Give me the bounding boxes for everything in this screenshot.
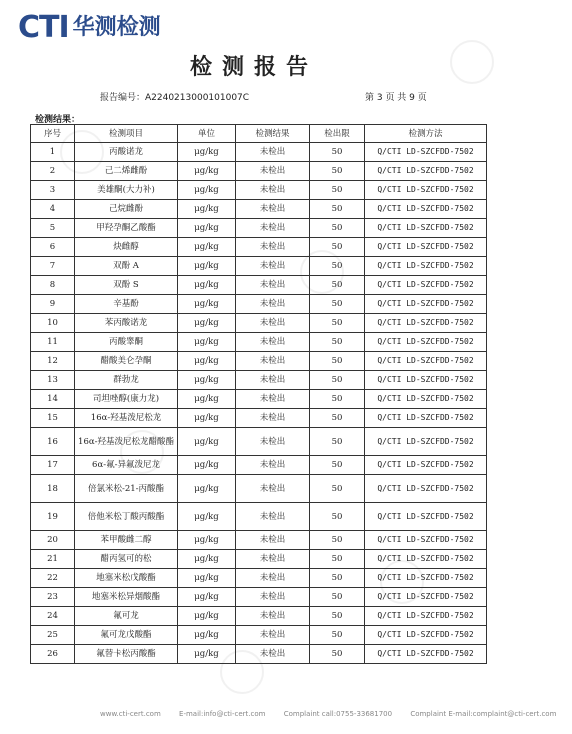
cell-limit: 50	[310, 352, 365, 371]
cell-number: 11	[31, 333, 75, 352]
cell-method: Q/CTI LD-SZCFDD-7502	[365, 238, 487, 257]
page-title: 检测报告	[189, 54, 318, 80]
cell-number: 9	[31, 295, 75, 314]
cell-result: 未检出	[236, 181, 310, 200]
cell-limit: 50	[310, 390, 365, 409]
table-row	[31, 200, 487, 219]
table-row	[31, 181, 487, 200]
cell-item: 苯丙酸诺龙	[75, 314, 178, 333]
cell-item: 辛基酚	[75, 295, 178, 314]
cell-number: 3	[31, 181, 75, 200]
cell-method: Q/CTI LD-SZCFDD-7502	[365, 626, 487, 645]
table-row	[31, 295, 487, 314]
cell-method: Q/CTI LD-SZCFDD-7502	[365, 257, 487, 276]
cell-result: 未检出	[236, 352, 310, 371]
table-row	[31, 475, 487, 503]
cell-method: Q/CTI LD-SZCFDD-7502	[365, 390, 487, 409]
cell-method: Q/CTI LD-SZCFDD-7502	[365, 352, 487, 371]
cell-result: 未检出	[236, 200, 310, 219]
cell-limit: 50	[310, 550, 365, 569]
table-row	[31, 409, 487, 428]
cell-limit: 50	[310, 143, 365, 162]
cell-unit: μg/kg	[178, 456, 236, 475]
logo-mark: CTI	[18, 10, 69, 45]
cell-limit: 50	[310, 475, 365, 503]
table-row	[31, 550, 487, 569]
cell-unit: μg/kg	[178, 626, 236, 645]
cell-method: Q/CTI LD-SZCFDD-7502	[365, 569, 487, 588]
cell-item: 氟可龙	[75, 607, 178, 626]
cell-method: Q/CTI LD-SZCFDD-7502	[365, 503, 487, 531]
cell-method: Q/CTI LD-SZCFDD-7502	[365, 295, 487, 314]
table-row	[31, 390, 487, 409]
cell-result: 未检出	[236, 550, 310, 569]
cell-number: 26	[31, 645, 75, 664]
cell-limit: 50	[310, 569, 365, 588]
cell-item: 美雄酮(大力补)	[75, 181, 178, 200]
cell-item: 倍氯米松-21-丙酸酯	[75, 475, 178, 503]
cell-result: 未检出	[236, 607, 310, 626]
cell-item: 16α-羟基泼尼松龙	[75, 409, 178, 428]
cell-number: 8	[31, 276, 75, 295]
cell-unit: μg/kg	[178, 276, 236, 295]
cell-item: 16α-羟基泼尼松龙醋酸酯	[75, 428, 178, 456]
cell-unit: μg/kg	[178, 352, 236, 371]
cell-unit: μg/kg	[178, 531, 236, 550]
cell-number: 20	[31, 531, 75, 550]
cell-limit: 50	[310, 531, 365, 550]
table-header-row	[31, 125, 487, 143]
cell-item: 丙酸睾酮	[75, 333, 178, 352]
cell-item: 双酚 A	[75, 257, 178, 276]
cell-number: 21	[31, 550, 75, 569]
cell-result: 未检出	[236, 257, 310, 276]
cell-method: Q/CTI LD-SZCFDD-7502	[365, 276, 487, 295]
company-logo	[18, 10, 161, 46]
results-table	[30, 124, 487, 664]
cell-result: 未检出	[236, 295, 310, 314]
cell-result: 未检出	[236, 371, 310, 390]
table-row	[31, 143, 487, 162]
cell-unit: μg/kg	[178, 409, 236, 428]
cell-result: 未检出	[236, 219, 310, 238]
cell-number: 2	[31, 162, 75, 181]
cell-number: 6	[31, 238, 75, 257]
cell-number: 23	[31, 588, 75, 607]
cell-unit: μg/kg	[178, 200, 236, 219]
table-row	[31, 503, 487, 531]
cell-unit: μg/kg	[178, 238, 236, 257]
cell-result: 未检出	[236, 569, 310, 588]
cell-result: 未检出	[236, 409, 310, 428]
cell-result: 未检出	[236, 645, 310, 664]
cell-number: 10	[31, 314, 75, 333]
table-row	[31, 569, 487, 588]
table-row	[31, 257, 487, 276]
cell-number: 13	[31, 371, 75, 390]
cell-method: Q/CTI LD-SZCFDD-7502	[365, 409, 487, 428]
cell-result: 未检出	[236, 390, 310, 409]
column-header: 检测结果	[236, 125, 310, 143]
cell-unit: μg/kg	[178, 588, 236, 607]
cell-method: Q/CTI LD-SZCFDD-7502	[365, 200, 487, 219]
cell-unit: μg/kg	[178, 257, 236, 276]
cell-result: 未检出	[236, 238, 310, 257]
cell-number: 5	[31, 219, 75, 238]
table-row	[31, 219, 487, 238]
table-row	[31, 371, 487, 390]
cell-item: 醋酸美仑孕酮	[75, 352, 178, 371]
cell-limit: 50	[310, 276, 365, 295]
cell-number: 14	[31, 390, 75, 409]
cell-unit: μg/kg	[178, 428, 236, 456]
cell-limit: 50	[310, 162, 365, 181]
cell-method: Q/CTI LD-SZCFDD-7502	[365, 645, 487, 664]
cell-limit: 50	[310, 333, 365, 352]
column-header: 检出限	[310, 125, 365, 143]
table-row	[31, 314, 487, 333]
table-row	[31, 276, 487, 295]
footer-email: E-mail:info@cti-cert.com	[179, 710, 266, 718]
cell-item: 司坦唑醇(康力龙)	[75, 390, 178, 409]
cell-result: 未检出	[236, 475, 310, 503]
cell-result: 未检出	[236, 503, 310, 531]
column-header: 检测方法	[365, 125, 487, 143]
cell-method: Q/CTI LD-SZCFDD-7502	[365, 475, 487, 503]
table-row	[31, 626, 487, 645]
cell-limit: 50	[310, 200, 365, 219]
cell-result: 未检出	[236, 333, 310, 352]
column-header: 序号	[31, 125, 75, 143]
cell-result: 未检出	[236, 531, 310, 550]
cell-item: 氟可龙戊酸酯	[75, 626, 178, 645]
cell-result: 未检出	[236, 428, 310, 456]
cell-result: 未检出	[236, 143, 310, 162]
cell-method: Q/CTI LD-SZCFDD-7502	[365, 162, 487, 181]
cell-limit: 50	[310, 626, 365, 645]
cell-number: 4	[31, 200, 75, 219]
cell-unit: μg/kg	[178, 503, 236, 531]
column-header: 单位	[178, 125, 236, 143]
cell-item: 炔雌醇	[75, 238, 178, 257]
cell-limit: 50	[310, 428, 365, 456]
cell-item: 苯甲酸雌二醇	[75, 531, 178, 550]
cell-unit: μg/kg	[178, 295, 236, 314]
table-row	[31, 645, 487, 664]
cell-limit: 50	[310, 645, 365, 664]
cell-result: 未检出	[236, 626, 310, 645]
cell-item: 醋丙氢可的松	[75, 550, 178, 569]
cell-item: 地塞米松异烟酸酯	[75, 588, 178, 607]
table-row	[31, 607, 487, 626]
cell-limit: 50	[310, 238, 365, 257]
column-header: 检测项目	[75, 125, 178, 143]
cell-result: 未检出	[236, 588, 310, 607]
logo-company-name: 华测检测	[72, 15, 161, 40]
cell-item: 6α-氟-异氟泼尼龙	[75, 456, 178, 475]
cell-item: 群勃龙	[75, 371, 178, 390]
cell-method: Q/CTI LD-SZCFDD-7502	[365, 607, 487, 626]
cell-unit: μg/kg	[178, 333, 236, 352]
cell-method: Q/CTI LD-SZCFDD-7502	[365, 588, 487, 607]
cell-result: 未检出	[236, 314, 310, 333]
cell-method: Q/CTI LD-SZCFDD-7502	[365, 531, 487, 550]
cell-number: 7	[31, 257, 75, 276]
cell-method: Q/CTI LD-SZCFDD-7502	[365, 181, 487, 200]
cell-limit: 50	[310, 219, 365, 238]
cell-unit: μg/kg	[178, 162, 236, 181]
cell-unit: μg/kg	[178, 390, 236, 409]
footer-contact	[100, 710, 572, 718]
cell-unit: μg/kg	[178, 143, 236, 162]
cell-item: 双酚 S	[75, 276, 178, 295]
cell-method: Q/CTI LD-SZCFDD-7502	[365, 550, 487, 569]
cell-method: Q/CTI LD-SZCFDD-7502	[365, 143, 487, 162]
cell-item: 倍他米松丁酸丙酸酯	[75, 503, 178, 531]
report-number: 报告编号：A2240213000101007C	[100, 93, 250, 103]
cell-unit: μg/kg	[178, 314, 236, 333]
table-body	[31, 143, 487, 664]
cell-number: 12	[31, 352, 75, 371]
table-row	[31, 531, 487, 550]
cell-limit: 50	[310, 181, 365, 200]
cell-unit: μg/kg	[178, 607, 236, 626]
cell-number: 15	[31, 409, 75, 428]
cell-unit: μg/kg	[178, 371, 236, 390]
cell-method: Q/CTI LD-SZCFDD-7502	[365, 456, 487, 475]
table-row	[31, 333, 487, 352]
cell-item: 地塞米松戊酸酯	[75, 569, 178, 588]
cell-limit: 50	[310, 371, 365, 390]
cell-item: 甲羟孕酮乙酸酯	[75, 219, 178, 238]
footer-complaint-call: Complaint call:0755-33681700	[283, 710, 393, 718]
cell-method: Q/CTI LD-SZCFDD-7502	[365, 219, 487, 238]
cell-unit: μg/kg	[178, 219, 236, 238]
cell-item: 氟替卡松丙酸酯	[75, 645, 178, 664]
cell-number: 1	[31, 143, 75, 162]
cell-number: 25	[31, 626, 75, 645]
cell-limit: 50	[310, 588, 365, 607]
cell-unit: μg/kg	[178, 181, 236, 200]
cell-number: 17	[31, 456, 75, 475]
cell-unit: μg/kg	[178, 475, 236, 503]
footer-complaint-email: Complaint E-mail:complaint@cti-cert.com	[410, 710, 557, 718]
cell-limit: 50	[310, 314, 365, 333]
cell-method: Q/CTI LD-SZCFDD-7502	[365, 314, 487, 333]
cell-limit: 50	[310, 607, 365, 626]
cell-number: 18	[31, 475, 75, 503]
cell-limit: 50	[310, 257, 365, 276]
cell-unit: μg/kg	[178, 645, 236, 664]
cell-number: 22	[31, 569, 75, 588]
cell-method: Q/CTI LD-SZCFDD-7502	[365, 428, 487, 456]
table-row	[31, 238, 487, 257]
cell-number: 16	[31, 428, 75, 456]
cell-result: 未检出	[236, 276, 310, 295]
table-row	[31, 428, 487, 456]
cell-number: 19	[31, 503, 75, 531]
cell-unit: μg/kg	[178, 550, 236, 569]
cell-limit: 50	[310, 503, 365, 531]
cell-limit: 50	[310, 409, 365, 428]
footer-website: www.cti-cert.com	[100, 710, 161, 718]
table-row	[31, 588, 487, 607]
table-row	[31, 456, 487, 475]
cell-unit: μg/kg	[178, 569, 236, 588]
cell-limit: 50	[310, 456, 365, 475]
cell-result: 未检出	[236, 456, 310, 475]
table-row	[31, 352, 487, 371]
cell-item: 丙酸诺龙	[75, 143, 178, 162]
cell-item: 己烷雌酚	[75, 200, 178, 219]
results-label: 检测结果：	[35, 115, 81, 125]
page-info: 第 3 页 共 9 页	[365, 93, 427, 103]
cell-result: 未检出	[236, 162, 310, 181]
cell-method: Q/CTI LD-SZCFDD-7502	[365, 371, 487, 390]
cell-limit: 50	[310, 295, 365, 314]
cell-number: 24	[31, 607, 75, 626]
cell-method: Q/CTI LD-SZCFDD-7502	[365, 333, 487, 352]
table-row	[31, 162, 487, 181]
cell-item: 己二烯雌酚	[75, 162, 178, 181]
